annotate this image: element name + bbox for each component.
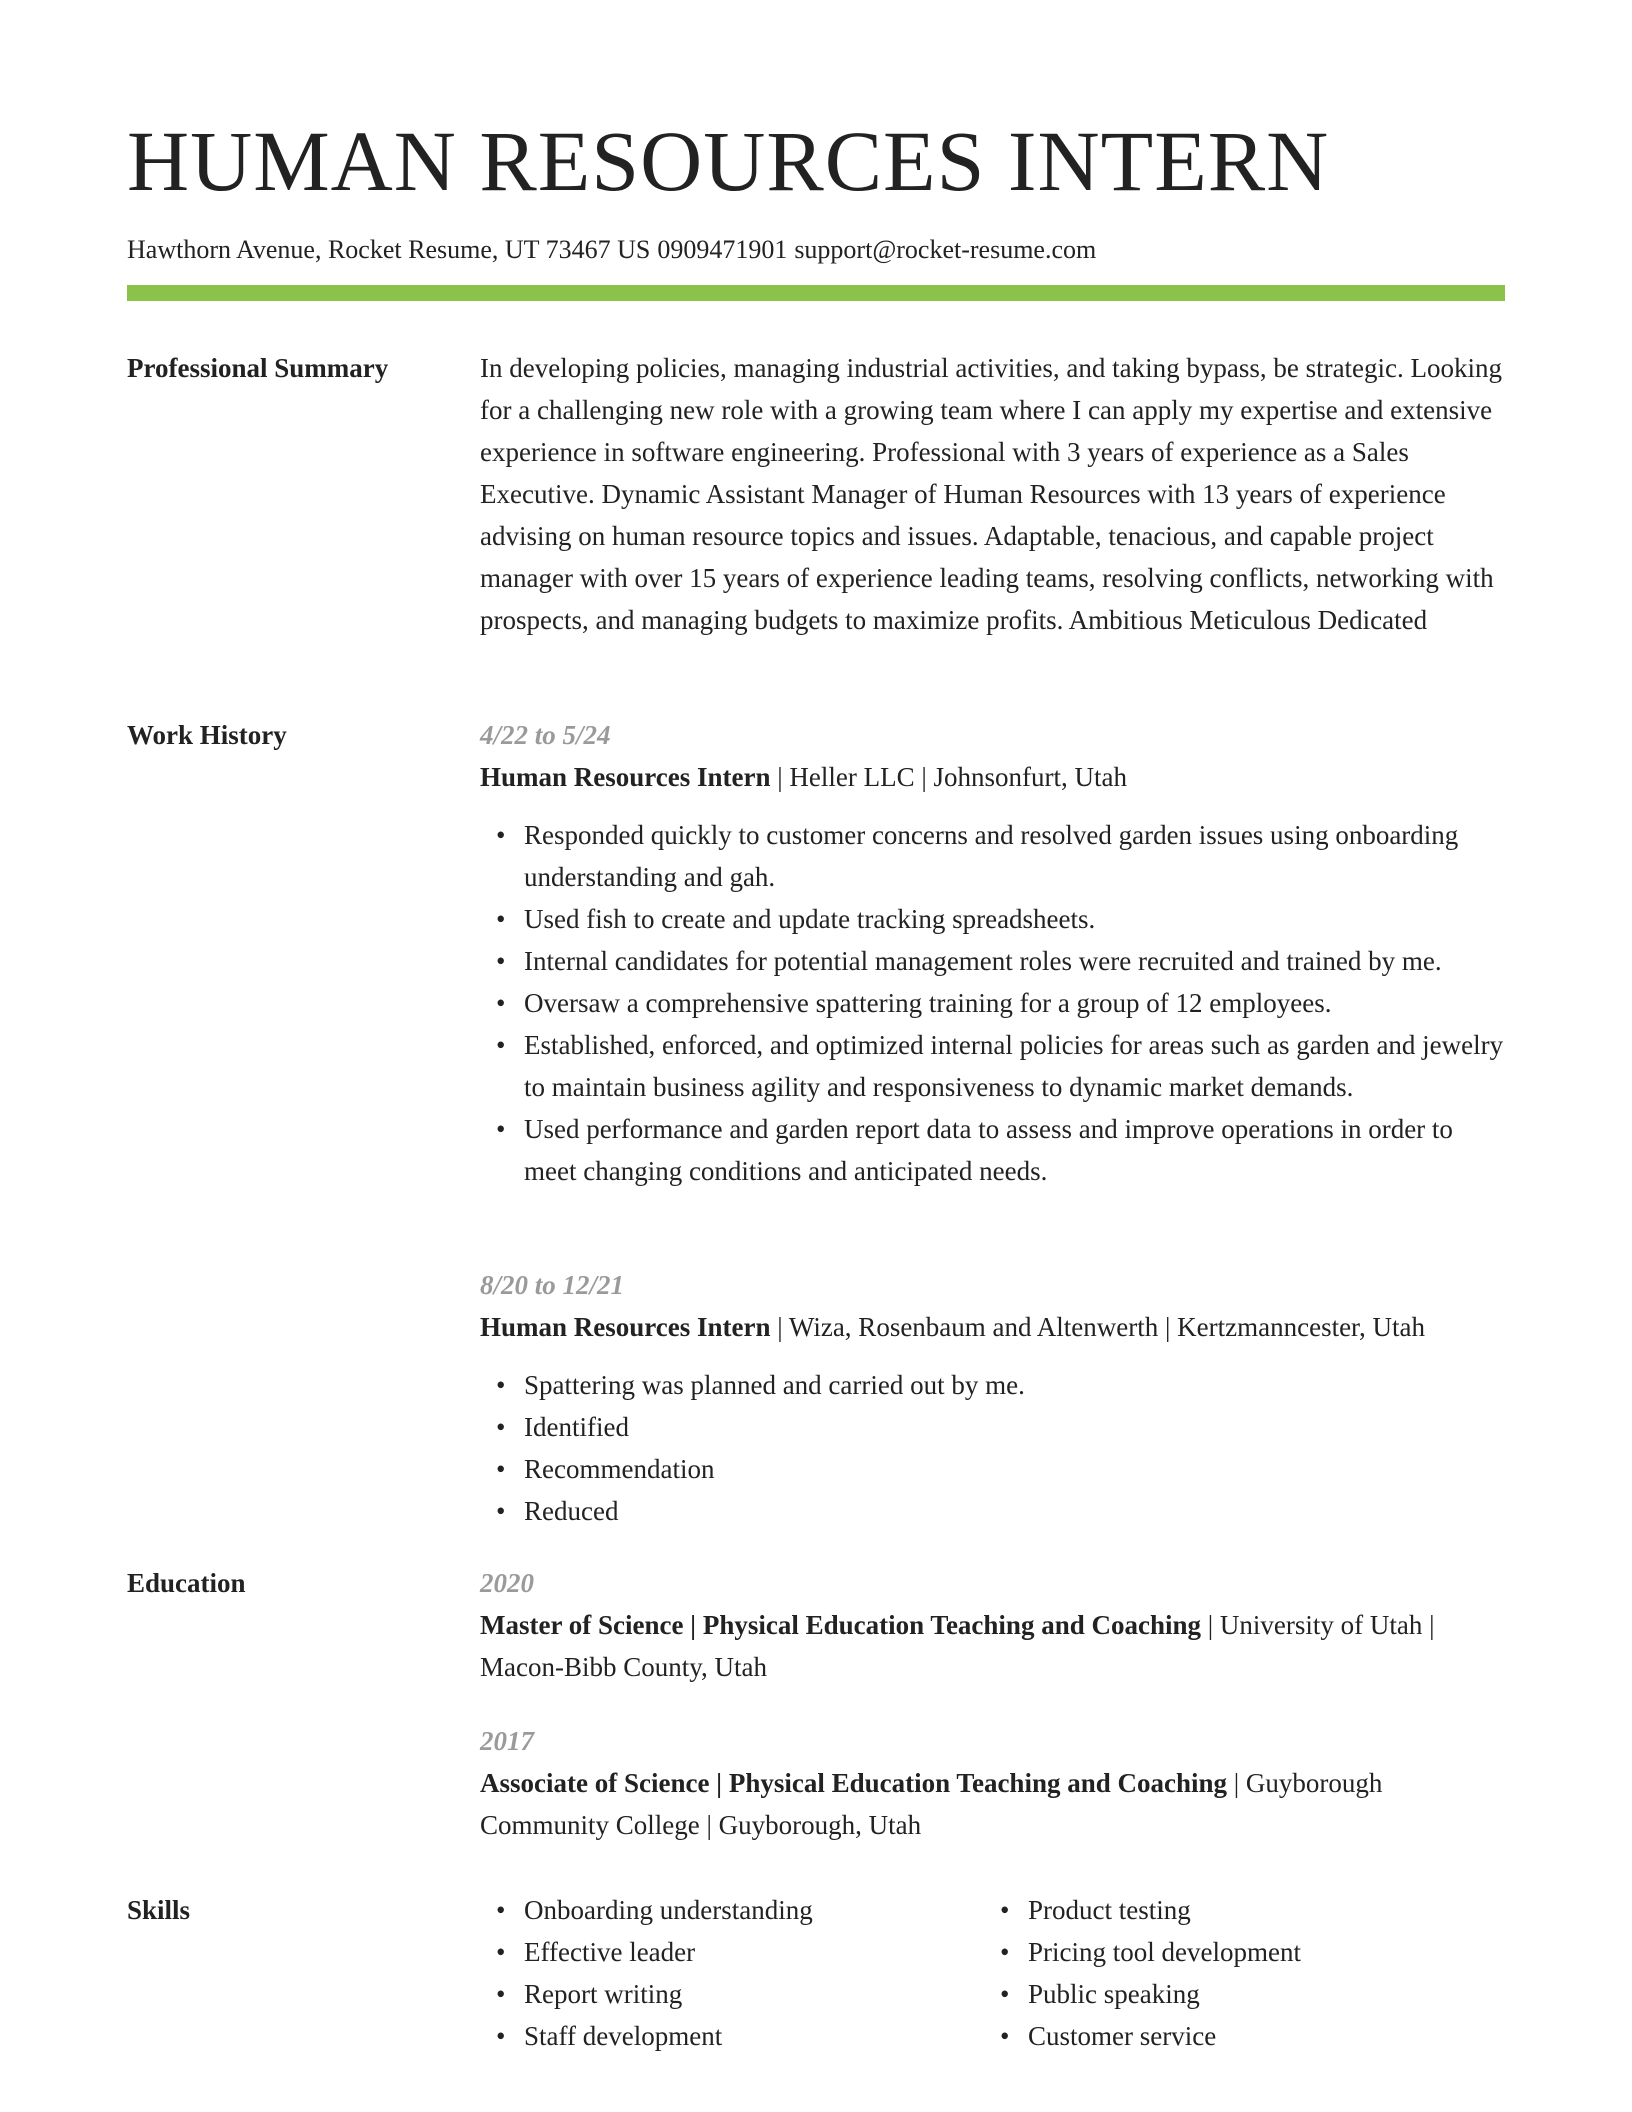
education-title: Education	[127, 1568, 246, 1598]
skill-item: • Public speaking	[1028, 1973, 1464, 2015]
skill-item: • Report writing	[524, 1973, 960, 2015]
skills-title: Skills	[127, 1895, 191, 1925]
job-bullet: • Identified	[524, 1406, 1510, 1448]
job-details: | Heller LLC | Johnsonfurt, Utah	[770, 762, 1128, 792]
header-divider	[127, 285, 1505, 301]
job-bullet: • Oversaw a comprehensive spattering training for a group of 12 employees.	[524, 982, 1510, 1024]
job-entry	[480, 714, 1510, 1192]
job-bullets	[480, 814, 1510, 1192]
job-bullet: • Internal candidates for potential management roles were recruited and trained by me.	[524, 940, 1510, 982]
job-title-line	[480, 756, 1510, 798]
job-role: Human Resources Intern	[480, 762, 771, 792]
skill-item: • Staff development	[524, 2015, 960, 2057]
education-degree: Master of Science | Physical Education Teaching and Coaching	[480, 1610, 1201, 1640]
work-history-title: Work History	[127, 720, 287, 750]
job-bullet: • Used fish to create and update tracking spreadsheets.	[524, 898, 1510, 940]
job-dates: 4/22 to 5/24	[480, 720, 611, 750]
education-line	[480, 1762, 1510, 1846]
skills-list	[480, 1889, 960, 2057]
job-bullet: • Responded quickly to customer concerns and resolved garden issues using onboarding understanding and gah.	[524, 814, 1510, 898]
job-bullet: • Spattering was planned and carried out by me.	[524, 1364, 1510, 1406]
contact-line	[127, 233, 1096, 267]
job-bullet: • Recommendation	[524, 1448, 1510, 1490]
education-line	[480, 1604, 1510, 1688]
job-bullet: • Established, enforced, and optimized internal policies for areas such as garden and jewelry to maintain business agility and responsiveness to dynamic market demands.	[524, 1024, 1510, 1108]
education-entry	[480, 1562, 1510, 1688]
education-degree: Associate of Science | Physical Education Teaching and Coaching	[480, 1768, 1228, 1798]
job-bullets	[480, 1364, 1510, 1532]
education-year: 2017	[480, 1726, 534, 1756]
skill-item: • Pricing tool development	[1028, 1931, 1464, 1973]
summary-title: Professional Summary	[127, 353, 389, 383]
resume-name: HUMAN RESOURCES INTERN	[127, 113, 1330, 209]
contact-address: Hawthorn Avenue, Rocket Resume, UT 73467 US	[127, 235, 651, 264]
education-details: | University of Utah | Macon-Bibb County, Utah	[480, 1610, 1435, 1682]
job-bullet: • Used performance and garden report data to assess and improve operations in order to meet changing conditions and anticipated needs.	[524, 1108, 1510, 1192]
contact-email[interactable]: support@rocket-resume.com	[794, 235, 1097, 264]
skill-item: • Product testing	[1028, 1889, 1464, 1931]
job-details: | Wiza, Rosenbaum and Altenwerth | Kertzmanncester, Utah	[770, 1312, 1425, 1342]
job-entry	[480, 1264, 1510, 1532]
job-role: Human Resources Intern	[480, 1312, 771, 1342]
summary-text: In developing policies, managing industrial activities, and taking bypass, be strategic. Looking for a challenging new role with a growing team where I can apply my expertise and extensive experience in software engineering. Professional with 3 years of experience as a Sales Executive. Dynamic Assistant Manager of Human Resources with 13 years of experience advising on human resource topics and issues. Adaptable, tenacious, and capable project manager with over 15 years of experience leading teams, resolving conflicts, networking with prospects, and managing budgets to maximize profits. Ambitious Meticulous Dedicated	[480, 353, 1503, 635]
skill-item: • Customer service	[1028, 2015, 1464, 2057]
education-details: | Guyborough Community College | Guyborough, Utah	[480, 1768, 1383, 1840]
job-dates: 8/20 to 12/21	[480, 1270, 625, 1300]
job-title-line	[480, 1306, 1510, 1348]
education-entry	[480, 1720, 1510, 1846]
skill-item: • Onboarding understanding	[524, 1889, 960, 1931]
skills-column-right	[984, 1889, 1464, 2057]
contact-phone: 0909471901	[657, 235, 788, 264]
skills-list	[984, 1889, 1464, 2057]
skills-column-left	[480, 1889, 960, 2057]
job-bullet: • Reduced	[524, 1490, 1510, 1532]
skill-item: • Effective leader	[524, 1931, 960, 1973]
education-year: 2020	[480, 1568, 534, 1598]
